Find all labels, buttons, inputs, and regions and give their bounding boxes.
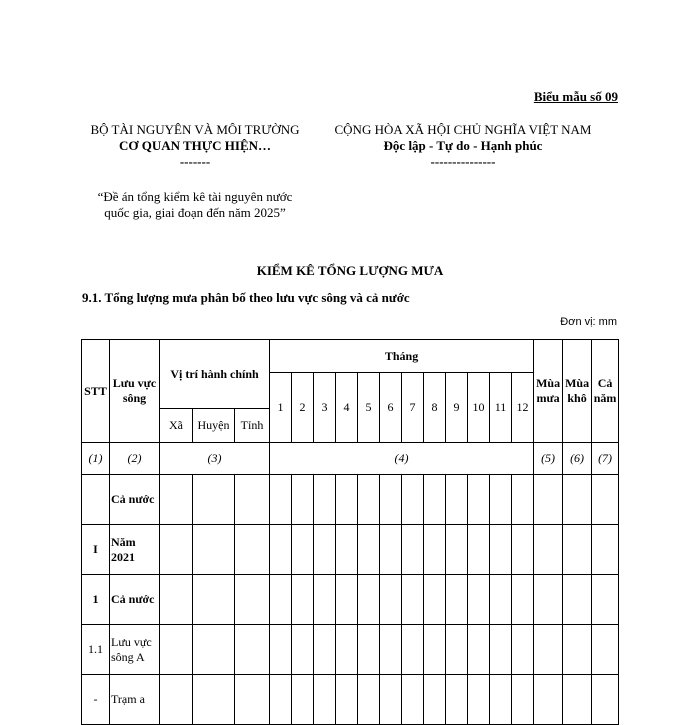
header-month-2: 2 xyxy=(292,373,314,443)
header-month-10: 10 xyxy=(468,373,490,443)
data-cell[interactable] xyxy=(270,575,292,625)
header-admin-location: Vị trí hành chính xyxy=(160,340,270,409)
data-cell[interactable] xyxy=(563,475,592,525)
data-cell[interactable] xyxy=(468,475,490,525)
document-title: KIỂM KÊ TỔNG LƯỢNG MƯA xyxy=(256,263,444,278)
data-cell[interactable] xyxy=(358,625,380,675)
data-cell[interactable] xyxy=(270,625,292,675)
data-cell[interactable] xyxy=(336,575,358,625)
data-cell[interactable] xyxy=(160,525,193,575)
data-cell[interactable] xyxy=(563,525,592,575)
data-cell[interactable] xyxy=(235,575,270,625)
data-cell[interactable] xyxy=(402,575,424,625)
data-cell[interactable] xyxy=(563,625,592,675)
col-number-3: (3) xyxy=(160,443,270,475)
data-cell[interactable] xyxy=(160,475,193,525)
col-number-5: (5) xyxy=(534,443,563,475)
data-cell[interactable] xyxy=(235,525,270,575)
data-cell[interactable] xyxy=(592,625,619,675)
data-cell[interactable] xyxy=(468,625,490,675)
data-cell[interactable] xyxy=(358,525,380,575)
agency-name: CƠ QUAN THỰC HIỆN… xyxy=(118,138,272,153)
data-cell[interactable] xyxy=(424,575,446,625)
data-cell[interactable] xyxy=(534,575,563,625)
header-district: Huyện xyxy=(193,409,235,443)
data-cell[interactable] xyxy=(292,525,314,575)
row-stt: 1.1 xyxy=(82,625,110,675)
header-province: Tỉnh xyxy=(235,409,270,443)
data-cell[interactable] xyxy=(160,625,193,675)
data-cell[interactable] xyxy=(424,625,446,675)
national-motto: Độc lập - Tự do - Hạnh phúc xyxy=(383,138,543,153)
data-cell[interactable] xyxy=(512,575,534,625)
country-name: CỘNG HÒA XÃ HỘI CHỦ NGHĨA VIỆT NAM xyxy=(334,122,592,137)
data-cell[interactable] xyxy=(193,625,235,675)
header-dry-season: Mùa khô xyxy=(563,340,592,443)
data-cell[interactable] xyxy=(534,475,563,525)
data-cell[interactable] xyxy=(380,475,402,525)
data-cell[interactable] xyxy=(512,625,534,675)
table-row xyxy=(82,525,619,575)
data-cell[interactable] xyxy=(512,525,534,575)
data-cell[interactable] xyxy=(193,575,235,625)
data-cell[interactable] xyxy=(592,525,619,575)
header-whole-year: Cả năm xyxy=(592,340,619,443)
row-label: Trạm a xyxy=(110,675,160,725)
table-row xyxy=(82,475,619,525)
header-basin: Lưu vực sông xyxy=(110,340,160,443)
col-number-1: (1) xyxy=(82,443,110,475)
header-month-7: 7 xyxy=(402,373,424,443)
data-cell[interactable] xyxy=(446,625,468,675)
data-cell[interactable] xyxy=(292,575,314,625)
ministry-name: BỘ TÀI NGUYÊN VÀ MÔI TRƯỜNG xyxy=(90,122,300,137)
data-cell[interactable] xyxy=(292,475,314,525)
data-cell[interactable] xyxy=(446,525,468,575)
header-month-6: 6 xyxy=(380,373,402,443)
data-cell[interactable] xyxy=(424,525,446,575)
row-stt: 1 xyxy=(82,575,110,625)
data-cell[interactable] xyxy=(193,475,235,525)
data-cell[interactable] xyxy=(270,525,292,575)
col-number-7: (7) xyxy=(592,443,619,475)
form-number: Biểu mẫu số 09 xyxy=(533,89,618,104)
header-left-divider: ------- xyxy=(179,154,211,169)
data-cell[interactable] xyxy=(314,525,336,575)
data-cell[interactable] xyxy=(160,575,193,625)
column-number-row xyxy=(82,443,619,475)
row-stt xyxy=(82,475,110,525)
data-cell[interactable] xyxy=(314,625,336,675)
data-cell[interactable] xyxy=(468,525,490,575)
data-cell[interactable] xyxy=(446,575,468,625)
data-cell[interactable] xyxy=(380,525,402,575)
data-cell[interactable] xyxy=(402,475,424,525)
data-cell[interactable] xyxy=(490,525,512,575)
col-number-4: (4) xyxy=(270,443,534,475)
data-cell[interactable] xyxy=(270,475,292,525)
table-body xyxy=(82,475,619,725)
unit-label: Đơn vị: mm xyxy=(560,316,617,328)
header-month-1: 1 xyxy=(270,373,292,443)
data-cell[interactable] xyxy=(402,625,424,675)
data-cell[interactable] xyxy=(490,475,512,525)
row-label: Năm 2021 xyxy=(110,525,160,575)
data-cell[interactable] xyxy=(314,575,336,625)
data-cell[interactable] xyxy=(512,475,534,525)
data-cell[interactable] xyxy=(446,475,468,525)
section-heading: 9.1. Tổng lượng mưa phân bố theo lưu vực sông và cả nước xyxy=(82,290,410,305)
data-cell[interactable] xyxy=(424,475,446,525)
data-cell[interactable] xyxy=(358,475,380,525)
header-month-12: 12 xyxy=(512,373,534,443)
row-label: Lưu vực sông A xyxy=(110,625,160,675)
header-right xyxy=(318,122,608,170)
header-month-3: 3 xyxy=(314,373,336,443)
data-cell[interactable] xyxy=(193,525,235,575)
data-cell[interactable] xyxy=(336,625,358,675)
data-cell[interactable] xyxy=(592,475,619,525)
table-row xyxy=(82,625,619,675)
data-cell[interactable] xyxy=(490,575,512,625)
data-cell[interactable] xyxy=(336,525,358,575)
data-cell[interactable] xyxy=(380,575,402,625)
row-stt: I xyxy=(82,525,110,575)
header-left xyxy=(70,122,320,170)
data-cell[interactable] xyxy=(314,475,336,525)
header-stt: STT xyxy=(82,340,110,443)
row-stt: - xyxy=(82,675,110,725)
data-cell[interactable] xyxy=(402,525,424,575)
col-number-2: (2) xyxy=(110,443,160,475)
header-right-divider: --------------- xyxy=(430,154,496,169)
data-cell[interactable] xyxy=(534,525,563,575)
table-row xyxy=(82,575,619,625)
header-month-11: 11 xyxy=(490,373,512,443)
header-month-4: 4 xyxy=(336,373,358,443)
header-commune: Xã xyxy=(160,409,193,443)
rainfall-table xyxy=(81,339,619,725)
header-month: Tháng xyxy=(270,340,534,373)
row-label: Cả nước xyxy=(110,475,160,525)
data-cell[interactable] xyxy=(380,625,402,675)
data-cell[interactable] xyxy=(358,575,380,625)
data-cell[interactable] xyxy=(490,625,512,675)
header-month-5: 5 xyxy=(358,373,380,443)
header-month-9: 9 xyxy=(446,373,468,443)
header-rainy-season: Mùa mưa xyxy=(534,340,563,443)
col-number-6: (6) xyxy=(563,443,592,475)
row-label: Cả nước xyxy=(110,575,160,625)
project-name xyxy=(70,189,320,221)
header-month-8: 8 xyxy=(424,373,446,443)
data-cell[interactable] xyxy=(592,575,619,625)
header-row-1 xyxy=(82,340,619,373)
data-cell[interactable] xyxy=(336,475,358,525)
data-cell[interactable] xyxy=(235,475,270,525)
data-cell[interactable] xyxy=(292,625,314,675)
project-line-1: “Đề án tổng kiểm kê tài nguyên nước xyxy=(97,189,293,204)
data-cell[interactable] xyxy=(563,575,592,625)
data-cell[interactable] xyxy=(534,625,563,675)
data-cell[interactable] xyxy=(468,575,490,625)
data-cell[interactable] xyxy=(235,625,270,675)
project-line-2: quốc gia, giai đoạn đến năm 2025” xyxy=(104,205,286,220)
